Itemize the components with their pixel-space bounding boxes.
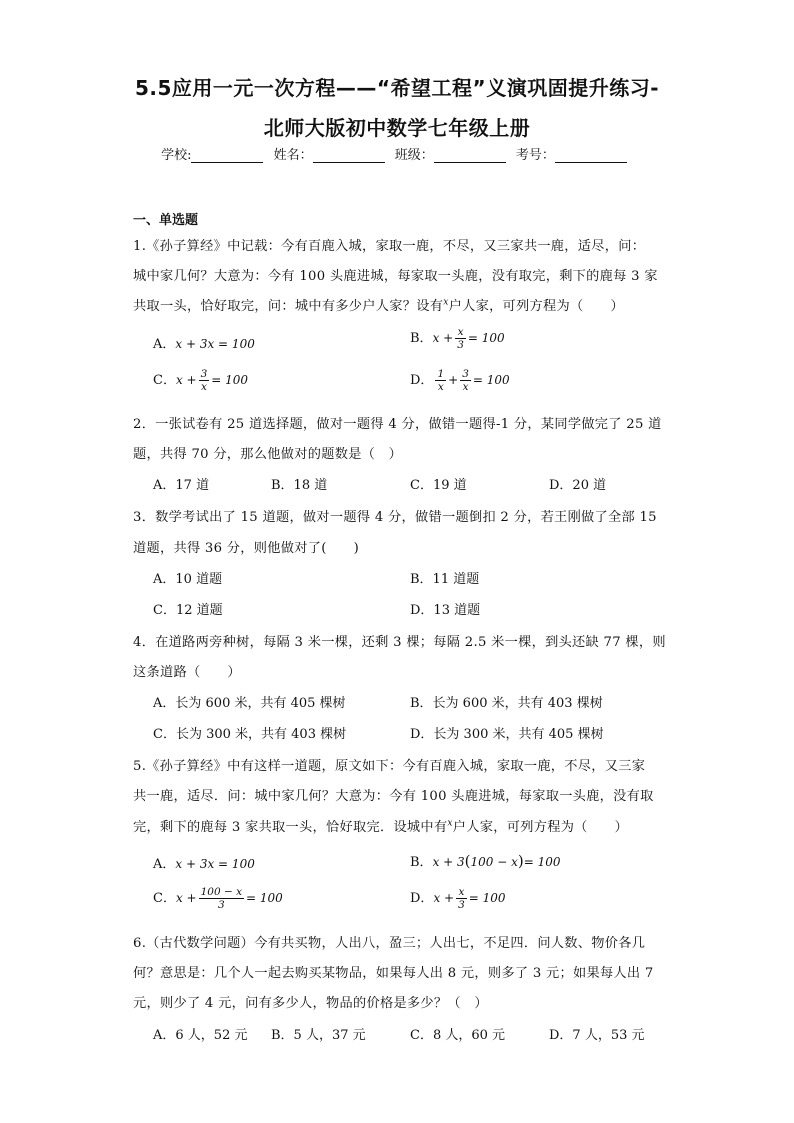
q3-line2: 道题，共得 36 分，则他做对了( ): [133, 541, 360, 556]
q1-c-fraction: [199, 368, 210, 393]
q5-line1: 5.《孙子算经》中有这样一道题，原文如下：今有百鹿入城，家取一鹿，不尽，又三家: [133, 759, 646, 774]
q4-line1: 4．在道路两旁种树，每隔 3 米一棵，还剩 3 棵；每隔 2.5 米一棵，到头还缺 77 棵，则: [133, 635, 666, 650]
q1-d-fraction2: [460, 368, 471, 393]
denominator: x: [462, 381, 469, 393]
name-label: 姓名：: [273, 148, 313, 163]
q5-option-c[interactable]: [153, 886, 283, 911]
q1-option-a[interactable]: [153, 333, 255, 352]
document-title-line2: 北师大版初中数学七年级上册: [263, 116, 531, 140]
option-label: D．: [410, 373, 434, 388]
numerator: 100 − x: [200, 886, 243, 898]
option-label: B．: [410, 331, 433, 346]
q5-option-d[interactable]: [410, 886, 506, 911]
q5-var-x: x: [447, 818, 453, 829]
q3-option-a[interactable]: A．10 道题: [153, 572, 223, 587]
denominator: 3: [457, 339, 464, 351]
student-info-line: [0, 144, 794, 163]
q5-d-post: = 100: [468, 891, 506, 905]
q1-option-d[interactable]: [410, 368, 510, 393]
q5-line3-text-a: 完，剩下的鹿每 3 家共取一头，恰好取完．设城中有: [133, 820, 448, 835]
denominator: 3: [217, 899, 225, 911]
denominator: x: [200, 381, 207, 393]
q1-line1: 1.《孙子算经》中记载：今有百鹿入城，家取一鹿，不尽，又三家共一鹿，适尽，问：: [133, 239, 646, 254]
q3-option-c[interactable]: C．12 道题: [153, 603, 223, 618]
q1-c-post: = 100: [211, 373, 249, 387]
q5-c-fraction: [199, 886, 244, 911]
school-label: 学校:: [161, 148, 192, 163]
q5-a-expr: x + 3x = 100: [175, 857, 255, 871]
q5-option-b[interactable]: [410, 851, 561, 870]
option-label: B．: [410, 855, 433, 870]
q4-option-d[interactable]: D．长为 300 米，共有 405 棵树: [410, 727, 604, 742]
q6-option-b[interactable]: B．5 人，37 元: [271, 1028, 366, 1043]
q5-c-pre: x +: [175, 891, 197, 905]
numerator: x: [455, 326, 466, 339]
option-label: A．: [153, 337, 176, 352]
q4-line2: 这条道路（ ）: [133, 665, 241, 680]
open-paren: (: [464, 852, 471, 870]
exam-no-label: 考号：: [515, 148, 555, 163]
class-blank[interactable]: [434, 148, 506, 163]
q4-option-a[interactable]: A．长为 600 米，共有 405 棵树: [153, 696, 346, 711]
q1-option-c[interactable]: [153, 368, 248, 393]
q1-b-fraction: [455, 326, 466, 351]
q5-line2: 共一鹿，适尽．问：城中家几何？大意为：今有 100 头鹿进城，每家取一头鹿，没有取: [133, 789, 654, 804]
q5-b-inner: 100 − x: [470, 855, 518, 869]
q1-line3-text-a: 共取一头，恰好取完，问：城中有多少户人家？设有: [133, 299, 444, 314]
name-blank[interactable]: [313, 148, 385, 163]
q5-b-pre: x + 3: [432, 855, 465, 869]
q6-option-c[interactable]: C．8 人，60 元: [410, 1028, 506, 1043]
denominator: 3: [458, 899, 465, 911]
q2-line2: 题，共得 70 分，那么他做对的题数是（ ）: [133, 447, 403, 462]
q1-c-pre: x +: [175, 373, 197, 387]
q1-d-plus: +: [448, 373, 459, 387]
q5-line3-text-b: 户人家，可列方程为（ ）: [452, 820, 629, 835]
q5-c-post: = 100: [246, 891, 283, 905]
q2-option-a[interactable]: A．17 道: [153, 478, 210, 493]
q6-option-d[interactable]: D．7 人，53 元: [549, 1028, 645, 1043]
numerator: 1: [437, 368, 445, 380]
q5-option-a[interactable]: [153, 853, 255, 872]
q2-option-b[interactable]: B．18 道: [271, 478, 328, 493]
q1-var-x: x: [443, 297, 449, 308]
school-blank[interactable]: [191, 148, 263, 163]
q2-line1: 2．一张试卷有 25 道选择题，做对一题得 4 分，做错一题得-1 分，某同学做完了 25 道: [133, 417, 662, 432]
q6-line2: 何？意思是：几个人一起去购买某物品，如果每人出 8 元，则多了 3 元；如果每人出 7: [133, 966, 654, 981]
section-heading: 一、单选题: [133, 213, 199, 228]
option-label: C．: [153, 373, 176, 388]
q6-option-a[interactable]: A．6 人，52 元: [153, 1028, 248, 1043]
q4-option-b[interactable]: B．长为 600 米，共有 403 棵树: [410, 696, 603, 711]
q1-b-post: = 100: [467, 331, 505, 345]
q3-option-d[interactable]: D．13 道题: [410, 603, 481, 618]
numerator: 3: [462, 368, 469, 380]
numerator: 3: [200, 368, 208, 380]
q1-line3-text-b: 户人家，可列方程为（ ）: [448, 299, 624, 314]
class-label: 班级：: [394, 148, 434, 163]
q1-option-b[interactable]: [410, 326, 505, 351]
denominator: x: [437, 381, 444, 393]
q5-line3: [133, 816, 663, 835]
document-title-line1: 5.5应用一元一次方程——“希望工程”义演巩固提升练习-: [134, 76, 660, 100]
q6-line1: 6.（古代数学问题）今有共买物，人出八，盈三；人出七，不足四．问人数、物价各几: [133, 936, 646, 951]
q1-d-fraction1: [435, 368, 446, 393]
q6-line3: 元，则少了 4 元，问有多少人，物品的价格是多少？（ ）: [133, 996, 488, 1011]
numerator: x: [456, 886, 467, 899]
option-label: D．: [410, 891, 434, 906]
q2-option-c[interactable]: C．19 道: [410, 478, 467, 493]
q4-option-c[interactable]: C．长为 300 米，共有 403 棵树: [153, 727, 347, 742]
q3-line1: 3．数学考试出了 15 道题，做对一题得 4 分，做错一题倒扣 2 分，若王刚做了全部 15: [133, 510, 657, 525]
q1-line2: 城中家几何？大意为：今有 100 头鹿进城，每家取一头鹿，没有取完，剩下的鹿每 3 家: [133, 269, 658, 284]
q5-d-fraction: [456, 886, 467, 911]
close-paren: ): [517, 852, 524, 870]
q3-option-b[interactable]: B．11 道题: [410, 572, 480, 587]
q5-d-pre: x +: [433, 891, 455, 905]
option-label: C．: [153, 891, 176, 906]
option-label: A．: [153, 857, 176, 872]
q5-b-post: = 100: [523, 855, 561, 869]
q1-line3: [133, 295, 663, 314]
q1-d-post: = 100: [472, 373, 510, 387]
q1-a-expr: x + 3x = 100: [175, 337, 255, 351]
q1-b-pre: x +: [432, 331, 454, 345]
exam-no-blank[interactable]: [555, 148, 627, 163]
q2-option-d[interactable]: D．20 道: [549, 478, 607, 493]
